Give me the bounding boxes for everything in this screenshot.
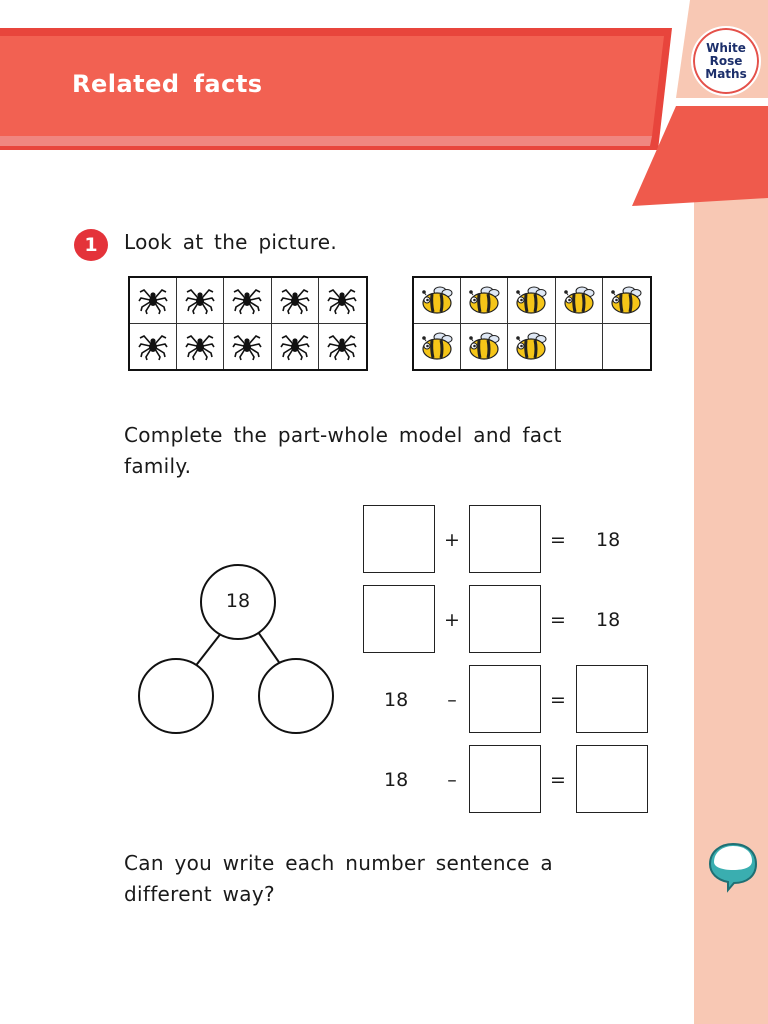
spider-icon <box>280 331 310 361</box>
ten-frame-cell <box>508 278 555 324</box>
instruction-text: Complete the part-whole model and fact family. <box>124 423 562 478</box>
ten-frame-cell <box>272 278 319 324</box>
answer-box[interactable] <box>576 665 648 733</box>
extension-question: Can you write each number sentence a different way? <box>124 851 553 906</box>
question-prompt: Look at the picture. <box>124 230 338 254</box>
fact-number: 18 <box>596 609 621 631</box>
header-banner <box>0 0 768 215</box>
ten-frame-cell <box>414 278 461 324</box>
part-circle-left[interactable] <box>139 659 213 733</box>
bee-icon <box>514 331 548 361</box>
bee-icon <box>609 285 643 315</box>
equals-sign: = <box>550 769 566 791</box>
equals-sign: = <box>550 689 566 711</box>
spider-icon <box>138 285 168 315</box>
equals-sign: = <box>550 529 566 551</box>
operator-sign: – <box>447 689 457 711</box>
ten-frame-cell <box>603 278 650 324</box>
ten-frame-cell <box>603 324 650 370</box>
operator-sign: + <box>444 609 460 631</box>
spider-icon <box>232 285 262 315</box>
ten-frame-cell <box>272 324 319 370</box>
ten-frame-cell <box>177 324 224 370</box>
bee-icon <box>514 285 548 315</box>
bee-icon <box>562 285 596 315</box>
whole-value: 18 <box>225 590 251 612</box>
fact-number: 18 <box>596 529 621 551</box>
spider-icon <box>280 285 310 315</box>
part-circle-right[interactable] <box>259 659 333 733</box>
ten-frame-cell <box>224 278 271 324</box>
spider-icon <box>185 331 215 361</box>
logo-line-2: Rose <box>709 53 743 68</box>
ten-frame-cell <box>177 278 224 324</box>
logo-line-1: White <box>706 40 746 55</box>
equals-sign: = <box>550 609 566 631</box>
answer-box[interactable] <box>469 745 541 813</box>
answer-box[interactable] <box>469 505 541 573</box>
spider-ten-frame <box>128 276 368 371</box>
side-strip <box>694 196 768 1024</box>
logo-line-3: Maths <box>705 66 747 81</box>
answer-box[interactable] <box>363 585 435 653</box>
ten-frame-cell <box>556 278 603 324</box>
answer-box[interactable] <box>469 585 541 653</box>
ten-frame-cell <box>130 324 177 370</box>
fact-number: 18 <box>384 769 409 791</box>
ten-frame-cell <box>556 324 603 370</box>
ten-frame-cell <box>414 324 461 370</box>
spider-icon <box>185 285 215 315</box>
part-whole-model <box>130 560 350 740</box>
white-rose-maths-logo <box>691 26 761 96</box>
question-number: 1 <box>74 229 108 261</box>
bee-icon <box>420 331 454 361</box>
spider-icon <box>232 331 262 361</box>
answer-box[interactable] <box>363 505 435 573</box>
bee-icon <box>467 285 501 315</box>
ten-frame-cell <box>508 324 555 370</box>
speech-bubble-icon[interactable] <box>704 836 762 894</box>
operator-sign: – <box>447 769 457 791</box>
bee-icon <box>467 331 501 361</box>
ten-frame-cell <box>461 324 508 370</box>
answer-box[interactable] <box>576 745 648 813</box>
ten-frame-cell <box>319 278 366 324</box>
spider-icon <box>327 285 357 315</box>
fact-number: 18 <box>384 689 409 711</box>
ten-frame-cell <box>319 324 366 370</box>
ten-frame-cell <box>461 278 508 324</box>
bee-ten-frame <box>412 276 652 371</box>
answer-box[interactable] <box>469 665 541 733</box>
bee-icon <box>420 285 454 315</box>
ten-frame-cell <box>224 324 271 370</box>
page-title: Related facts <box>72 70 263 98</box>
spider-icon <box>327 331 357 361</box>
ten-frame-cell <box>130 278 177 324</box>
spider-icon <box>138 331 168 361</box>
operator-sign: + <box>444 529 460 551</box>
